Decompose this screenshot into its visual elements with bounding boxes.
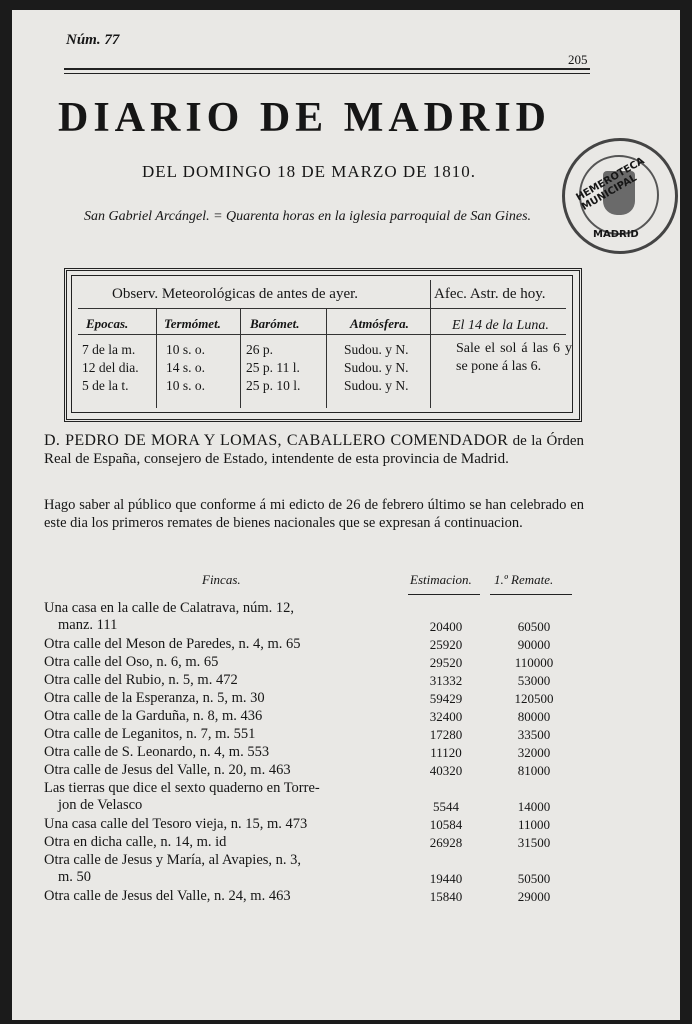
stamp-text-bottom: MADRID — [593, 229, 639, 240]
property-description: Una casa en la calle de Calatrava, núm. 12, — [44, 600, 295, 616]
col-rule-remate — [490, 594, 572, 595]
table-row — [44, 852, 301, 886]
weather-sky: Sudou. y N. — [344, 378, 409, 393]
table-row — [44, 600, 294, 634]
property-description: Otra calle de Jesus del Valle, n. 20, m. 463 — [44, 762, 291, 778]
top-rule-thin — [64, 73, 590, 74]
table-row — [44, 816, 307, 833]
weather-time: 7 de la m. — [82, 342, 136, 357]
weather-sky: Sudou. y N. — [344, 360, 409, 375]
issue-number: Núm. 77 — [66, 32, 120, 48]
table-row — [44, 672, 238, 689]
table-row — [44, 654, 218, 671]
weather-box — [64, 268, 582, 422]
property-description: Una casa calle del Tesoro vieja, n. 15, m. 473 — [44, 816, 308, 832]
remate-value: 60500 — [517, 619, 551, 634]
weather-col-divider — [156, 308, 157, 408]
saints-of-day: San Gabriel Arcángel. = Quarenta horas en la iglesia parroquial de San Gines. — [84, 209, 532, 224]
property-description: Otra calle de Jesus y María, al Avapies, n. 3, — [44, 852, 302, 868]
remate-value: 81000 — [517, 763, 551, 778]
remate-value: 50500 — [517, 871, 551, 886]
table-row — [44, 762, 291, 779]
date-line: DEL DOMINGO 18 DE MARZO DE 1810. — [142, 162, 477, 181]
property-description: Otra calle de la Esperanza, n. 5, m. 30 — [44, 690, 265, 706]
table-row — [44, 780, 320, 814]
decree-body: Hago saber al público que conforme á mi edicto de 26 de febrero último se han celebrado en este dia los primeros remates de bienes nacionales que se expresan á continuacion. — [44, 497, 584, 531]
table-row — [44, 690, 265, 707]
property-description-cont: m. 50 — [58, 869, 92, 885]
remate-value: 32000 — [517, 745, 551, 760]
estimacion-value: 29520 — [429, 655, 463, 670]
remate-value: 90000 — [517, 637, 551, 652]
astro-title: Afec. Astr. de hoy. — [434, 286, 546, 302]
remate-value: 33500 — [517, 727, 551, 742]
weather-divider — [78, 308, 566, 309]
remate-value: 53000 — [517, 673, 551, 688]
estimacion-value: 10584 — [429, 817, 463, 832]
property-description: Otra calle del Oso, n. 6, m. 65 — [44, 654, 219, 670]
estimacion-value: 59429 — [429, 691, 463, 706]
newspaper-page — [12, 10, 680, 1020]
remate-value: 80000 — [517, 709, 551, 724]
remate-value: 110000 — [514, 655, 554, 670]
estimacion-value: 15840 — [429, 889, 463, 904]
property-description-cont: jon de Velasco — [58, 797, 143, 813]
remate-value: 11000 — [517, 817, 551, 832]
top-rule — [64, 68, 590, 70]
property-description: Otra en dicha calle, n. 14, m. id — [44, 834, 227, 850]
weather-temp: 10 s. o. — [166, 342, 206, 357]
table-row — [44, 834, 226, 851]
weather-temp: 14 s. o. — [166, 360, 206, 375]
weather-time: 12 del dia. — [82, 360, 139, 375]
weather-col-divider — [326, 308, 327, 408]
col-header-remate: 1.º Remate. — [494, 572, 554, 587]
table-row — [44, 708, 262, 725]
property-description: Otra calle del Meson de Paredes, n. 4, m. 65 — [44, 636, 301, 652]
estimacion-value: 26928 — [429, 835, 463, 850]
remate-value: 14000 — [517, 799, 551, 814]
weather-pressure: 25 p. 10 l. — [246, 378, 301, 393]
header-atmosfera: Atmósfera. — [350, 316, 409, 331]
col-rule-estimacion — [408, 594, 480, 595]
remate-value: 29000 — [517, 889, 551, 904]
masthead-title: DIARIO DE MADRID — [58, 95, 552, 141]
estimacion-value: 25920 — [429, 637, 463, 652]
property-description: Otra calle de la Garduña, n. 8, m. 436 — [44, 708, 263, 724]
weather-time: 5 de la t. — [82, 378, 129, 393]
stamp-text-top: HEMEROTECA MUNICIPAL — [574, 155, 647, 214]
estimacion-value: 40320 — [429, 763, 463, 778]
weather-box-inner — [71, 275, 573, 413]
decree-heading — [44, 432, 584, 468]
col-header-fincas: Fincas. — [202, 572, 241, 587]
weather-pressure: 26 p. — [246, 342, 273, 357]
estimacion-value: 20400 — [429, 619, 463, 634]
property-description: Otra calle del Rubio, n. 5, m. 472 — [44, 672, 238, 688]
header-barometro: Barómet. — [250, 316, 300, 331]
table-row — [44, 888, 291, 905]
weather-pressure: 25 p. 11 l. — [246, 360, 300, 375]
estimacion-value: 17280 — [429, 727, 463, 742]
official-name: D. PEDRO DE MORA Y LOMAS, CABALLERO COMENDADOR — [44, 432, 509, 449]
sun-times: Sale el sol á las 6 y se pone á las 6. — [456, 341, 572, 374]
weather-header-divider — [78, 334, 566, 335]
remate-value: 31500 — [517, 835, 551, 850]
header-termometro: Termómet. — [164, 316, 221, 331]
table-row — [44, 744, 269, 761]
property-description: Otra calle de Jesus del Valle, n. 24, m. 463 — [44, 888, 291, 904]
weather-title: Observ. Meteorológicas de antes de ayer. — [112, 286, 359, 302]
estimacion-value: 31332 — [429, 673, 463, 688]
weather-col-divider — [240, 308, 241, 408]
estimacion-value: 19440 — [429, 871, 463, 886]
table-row — [44, 726, 255, 743]
header-epocas: Epocas. — [86, 316, 129, 331]
library-stamp — [562, 138, 678, 254]
col-header-estimacion: Estimacion. — [410, 572, 472, 587]
estimacion-value: 5544 — [433, 799, 459, 814]
moon-title: El 14 de la Luna. — [452, 318, 549, 333]
property-description: Las tierras que dice el sexto quaderno en Torre- — [44, 780, 320, 796]
property-description-cont: manz. 111 — [58, 617, 118, 633]
estimacion-value: 11120 — [430, 745, 462, 760]
page-number: 205 — [568, 52, 588, 67]
estimacion-value: 32400 — [429, 709, 463, 724]
weather-temp: 10 s. o. — [166, 378, 206, 393]
remate-value: 120500 — [514, 691, 554, 706]
table-row — [44, 636, 301, 653]
weather-astro-divider — [430, 280, 431, 408]
official-titles: de la Órden Real de España, consejero de Estado, intendente de esta provincia de Madrid. — [44, 433, 585, 467]
property-description: Otra calle de S. Leonardo, n. 4, m. 553 — [44, 744, 270, 760]
property-description: Otra calle de Leganitos, n. 7, m. 551 — [44, 726, 256, 742]
weather-sky: Sudou. y N. — [344, 342, 409, 357]
